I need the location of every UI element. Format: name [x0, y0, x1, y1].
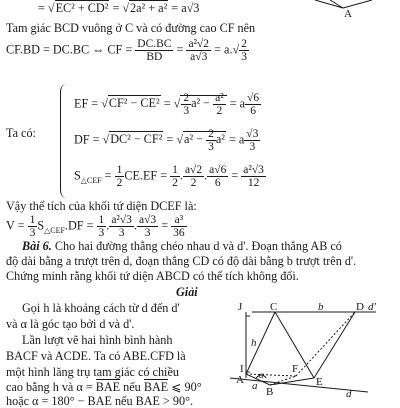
fig-label-b-point: B	[266, 386, 274, 398]
label-a-top: A	[344, 8, 352, 20]
equation-area-cef: $S_{\triangle CEF}$ = $\frac{1}{2}$ CE.EF = $\frac{1}{2}$ . $\frac{a√2}{2}$ . $\frac{a√6}{6}$ = $\frac{\text{a²√3}}{12}$	[74, 164, 264, 190]
label-ta-co: Ta có:	[6, 126, 36, 140]
equation-volume: V = $\frac{1}{3}$ $S_{\triangle CEF}.DF$ = $\frac{1}{3}$ . $\frac{\text{a²√3}}{3}$ . $\frac{a√3}{3}$ = $\frac{\text{a³}}{36}$	[6, 214, 185, 240]
equation-df: DF = √DC² − CF² = √a² − $\frac{2}{3}$ a² = a $\frac{√3}{3}$	[74, 128, 259, 154]
edge-de	[314, 312, 355, 378]
solution-line-5: một hình lăng trụ tam giác có chiều	[6, 365, 179, 379]
fig-label-a-length: a	[252, 380, 258, 392]
exercise-title: Bài 6.	[22, 239, 52, 253]
top-edge-2	[343, 0, 372, 8]
fig-label-alpha: α	[259, 370, 264, 380]
solution-line-1: Gọi h là khoảng cách từ d đến d'	[22, 301, 180, 315]
fig-label-d-prime: d'	[368, 301, 376, 313]
fig-label-i: I	[240, 363, 244, 375]
exercise-line-2: độ dài bằng a trượt trên d, đoạn thẳng CD có độ dài bằng b trượt trên d'.	[6, 254, 357, 268]
top-figure	[315, 0, 372, 8]
top-edge-3	[330, 0, 343, 8]
top-edge-1	[315, 0, 343, 8]
fig-label-a: A	[236, 374, 244, 386]
solution-line-3: Lần lượt vẽ hai hình bình hành	[22, 333, 173, 347]
solution-line-4: BACF và ACDE. Ta có ABE.CFD là	[6, 349, 186, 363]
solution-line-6: cao bằng h và α = BAE nếu BAE ⩽ 90°	[6, 380, 202, 394]
solution-line-7: hoặc α = 180° − BAE nếu BAE > 90°.	[6, 394, 194, 408]
fig-label-d-line: d	[346, 388, 352, 400]
fig-label-j: J	[238, 301, 243, 313]
fig-label-h: h	[251, 337, 257, 349]
equation-ef: EF = √CF² − CE² = √ $\frac{2}{3}$ a² − $\frac{\text{a²}}{2}$ = a $\frac{√6}{6}$	[74, 92, 260, 118]
paragraph-volume: Vậy thể tích của khối tứ diện DCEF là:	[6, 199, 197, 213]
fig-label-d: D	[356, 301, 364, 313]
edge-af-hidden	[246, 374, 296, 376]
fig-label-f: F	[292, 363, 299, 375]
top-equation: = √EC² + CD² = √2a² + a² = a√3	[38, 1, 200, 15]
exercise-line-3: Chứng minh rằng khối tứ diện ABCD có thể tích không đổi.	[6, 269, 299, 283]
equation-cf: CF.BD = DC.BC ⇔ CF = $\frac{DC.BC}{BD}$ = $\frac{\text{a²√2}}{a√3}$ = a.√ $\frac{2}{3}$	[6, 38, 247, 64]
fig-label-c: C	[270, 301, 278, 313]
paragraph-bcd: Tam giác BCD vuông ở C và có đường cao CF nên	[6, 21, 256, 35]
fig-label-b: b	[318, 301, 324, 313]
edge-fd-hidden	[296, 312, 355, 376]
exercise-text-1: Cho hai đường thẳng chéo nhau d và d'. Đoạn thẳng AB có	[54, 239, 342, 253]
solution-heading: Giải	[176, 285, 198, 299]
solution-line-2: và α là góc tạo bởi d và d'.	[6, 317, 135, 331]
fig-label-e: E	[316, 376, 323, 388]
